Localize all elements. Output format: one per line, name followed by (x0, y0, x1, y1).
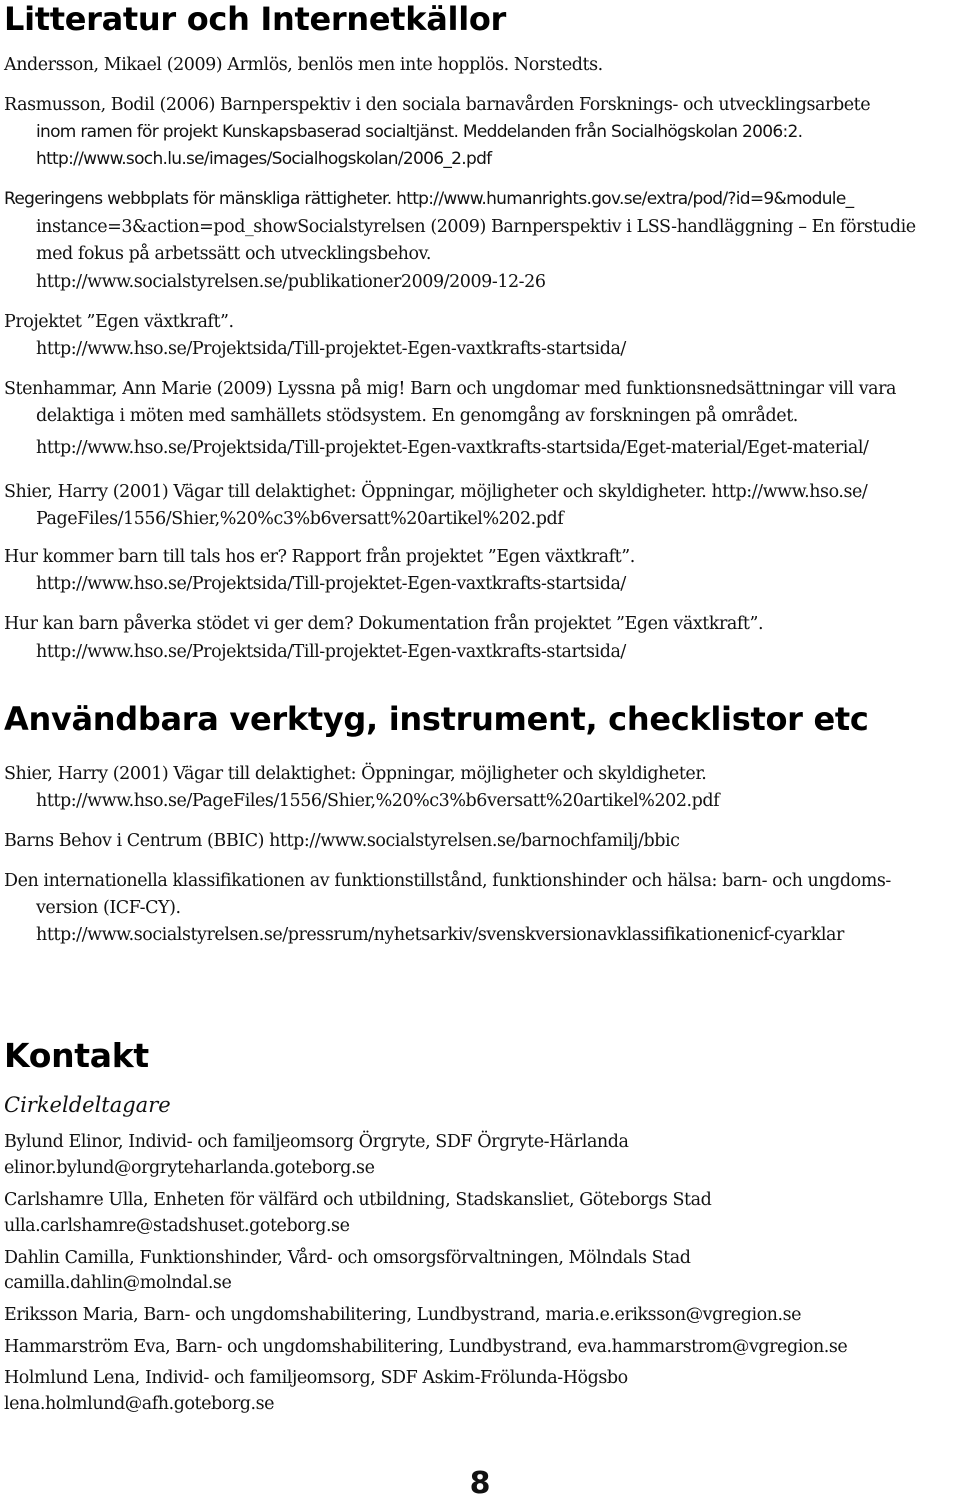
ref-stenhammar-cont: delaktiga i möten med samhällets stödsystem. En genomgång av forskningen på området. (36, 406, 798, 426)
ref-hur-kan-link[interactable]: http://www.hso.se/Projektsida/Till-projektet-Egen-vaxtkrafts-startsida/ (36, 642, 626, 662)
contact-carlshamre-email[interactable]: ulla.carlshamre@stadshuset.goteborg.se (4, 1216, 350, 1236)
ref-regeringen-cont: instance=3&action=pod_showSocialstyrelsen (2009) Barnperspektiv i LSS-handläggning – En förstudie (36, 217, 916, 237)
contact-bylund: Bylund Elinor, Individ- och familjeomsorg Örgryte, SDF Örgryte-Härlanda (4, 1132, 629, 1152)
contact-bylund-email[interactable]: elinor.bylund@orgryteharlanda.goteborg.se (4, 1158, 375, 1178)
tool-icf-link[interactable]: http://www.socialstyrelsen.se/pressrum/nyhetsarkiv/svenskversionavklassifikationenicf-cyarklar (36, 925, 844, 945)
contact-eriksson: Eriksson Maria, Barn- och ungdomshabilitering, Lundbystrand, maria.e.eriksson@vgregion.se (4, 1305, 802, 1325)
tool-bbic: Barns Behov i Centrum (BBIC) http://www.socialstyrelsen.se/barnochfamilj/bbic (4, 831, 680, 851)
tool-shier-link[interactable]: http://www.hso.se/PageFiles/1556/Shier,%20%c3%b6versatt%20artikel%202.pdf (36, 791, 720, 811)
ref-shier-link[interactable]: PageFiles/1556/Shier,%20%c3%b6versatt%20artikel%202.pdf (36, 509, 564, 529)
contact-holmlund: Holmlund Lena, Individ- och familjeomsorg, SDF Askim-Frölunda-Högsbo (4, 1368, 628, 1388)
heading-literature: Litteratur och Internetkällor (4, 0, 507, 38)
ref-hur-kan: Hur kan barn påverka stödet vi ger dem? Dokumentation från projektet ”Egen växtkraft”. (4, 614, 764, 634)
ref-stenhammar-link[interactable]: http://www.hso.se/Projektsida/Till-projektet-Egen-vaxtkrafts-startsida/Eget-material/Eget-material/ (36, 438, 869, 458)
ref-rasmusson: Rasmusson, Bodil (2006) Barnperspektiv i den sociala barnavården Forsknings- och utvecklingsarbete (4, 95, 871, 115)
heading-participants: Cirkeldeltagare (4, 1093, 171, 1117)
page-number: 8 (469, 1466, 491, 1501)
contact-hammarstrom: Hammarström Eva, Barn- och ungdomshabilitering, Lundbystrand, eva.hammarstrom@vgregion.se (4, 1337, 848, 1357)
ref-socialstyrelsen-cont: med fokus på arbetssätt och utvecklingsbehov. (36, 244, 432, 264)
ref-socialstyrelsen-link[interactable]: http://www.socialstyrelsen.se/publikationer2009/2009-12-26 (36, 272, 546, 292)
ref-regeringen: Regeringens webbplats för mänskliga rättigheter. http://www.humanrights.gov.se/extra/pod/?id=9&module_ (4, 189, 854, 209)
contact-holmlund-email[interactable]: lena.holmlund@afh.goteborg.se (4, 1394, 275, 1414)
ref-egen-vaxtkraft-link[interactable]: http://www.hso.se/Projektsida/Till-projektet-Egen-vaxtkrafts-startsida/ (36, 339, 626, 359)
ref-hur-kommer-link[interactable]: http://www.hso.se/Projektsida/Till-projektet-Egen-vaxtkrafts-startsida/ (36, 574, 626, 594)
ref-egen-vaxtkraft: Projektet ”Egen växtkraft”. (4, 312, 234, 332)
heading-tools: Användbara verktyg, instrument, checklistor etc (4, 700, 869, 738)
tool-icf: Den internationella klassifikationen av funktionstillstånd, funktionshinder och hälsa: barn- och ungdoms- (4, 871, 891, 891)
ref-rasmusson-cont: inom ramen för projekt Kunskapsbaserad socialtjänst. Meddelanden från Socialhögskolan 2006:2. (36, 122, 803, 142)
tool-shier: Shier, Harry (2001) Vägar till delaktighet: Öppningar, möjligheter och skyldigheter. (4, 764, 707, 784)
contact-dahlin-email[interactable]: camilla.dahlin@molndal.se (4, 1273, 232, 1293)
ref-rasmusson-link[interactable]: http://www.soch.lu.se/images/Socialhogskolan/2006_2.pdf (36, 149, 492, 169)
ref-andersson: Andersson, Mikael (2009) Armlös, benlös men inte hopplös. Norstedts. (4, 55, 603, 75)
tool-icf-cont: version (ICF-CY). (36, 898, 181, 918)
ref-hur-kommer: Hur kommer barn till tals hos er? Rapport från projektet ”Egen växtkraft”. (4, 547, 635, 567)
ref-shier: Shier, Harry (2001) Vägar till delaktighet: Öppningar, möjligheter och skyldigheter. http://www.hso.se/ (4, 482, 868, 502)
contact-carlshamre: Carlshamre Ulla, Enheten för välfärd och utbildning, Stadskansliet, Göteborgs Stad (4, 1190, 712, 1210)
ref-stenhammar: Stenhammar, Ann Marie (2009) Lyssna på mig! Barn och ungdomar med funktionsnedsättningar vill vara (4, 379, 897, 399)
contact-dahlin: Dahlin Camilla, Funktionshinder, Vård- och omsorgsförvaltningen, Mölndals Stad (4, 1248, 691, 1268)
heading-contact: Kontakt (4, 1036, 149, 1075)
